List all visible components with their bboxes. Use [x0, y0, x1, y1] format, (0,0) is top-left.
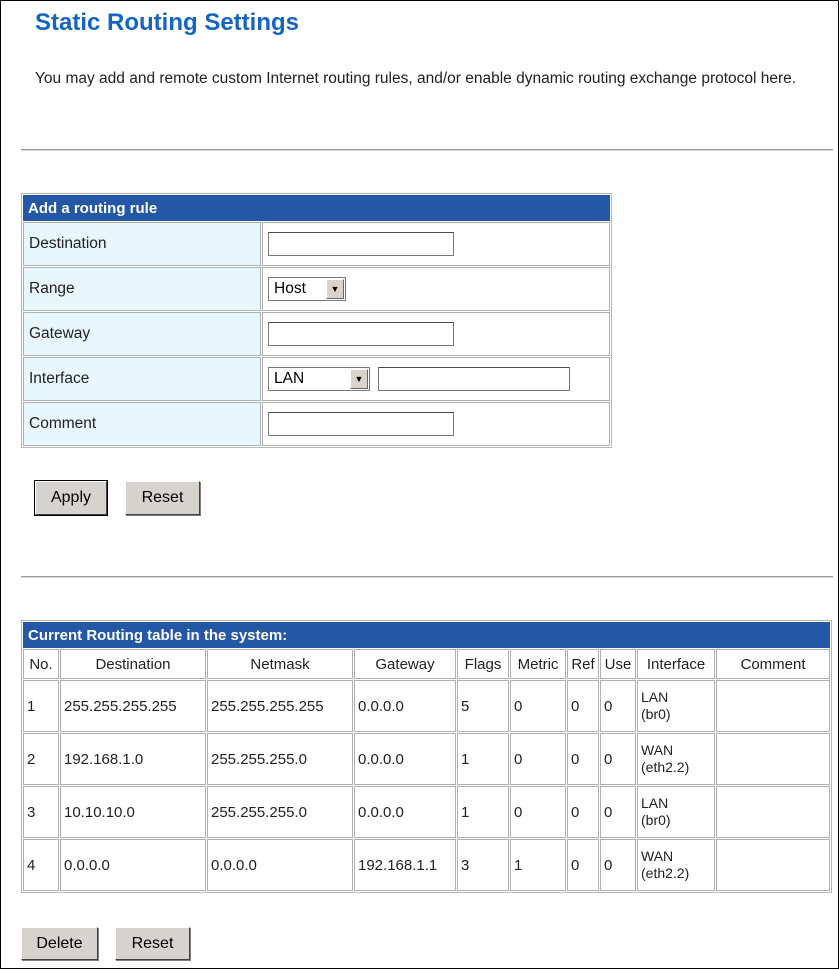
chevron-down-icon[interactable]: ▼ [326, 279, 344, 299]
cell-no: 4 [23, 839, 59, 891]
iface-name: LAN [641, 795, 669, 811]
cell-interface [637, 733, 715, 785]
cell-no: 2 [23, 733, 59, 785]
interface-select-value: LAN [274, 370, 305, 387]
cell-interface [637, 839, 715, 891]
cell-ref: 0 [567, 680, 599, 732]
cell-use: 0 [600, 680, 636, 732]
reset-table-button[interactable]: Reset [115, 927, 190, 960]
cell-gateway: 0.0.0.0 [354, 733, 456, 785]
cell-destination: 0.0.0.0 [60, 839, 206, 891]
cell-destination: 192.168.1.0 [60, 733, 206, 785]
delete-button[interactable]: Delete [21, 927, 98, 960]
add-routing-rule-table [21, 193, 612, 448]
destination-input[interactable] [268, 232, 454, 256]
cell-use: 0 [600, 786, 636, 838]
cell-netmask: 255.255.255.0 [207, 733, 353, 785]
cell-metric: 1 [510, 839, 566, 891]
table-row [23, 786, 830, 838]
routing-table [21, 620, 832, 893]
col-use: Use [600, 649, 636, 679]
destination-label: Destination [23, 222, 261, 266]
cell-destination: 255.255.255.255 [60, 680, 206, 732]
cell-metric: 0 [510, 680, 566, 732]
cell-gateway: 192.168.1.1 [354, 839, 456, 891]
table-row [23, 839, 830, 891]
cell-interface [637, 680, 715, 732]
cell-use: 0 [600, 733, 636, 785]
cell-interface [637, 786, 715, 838]
interface-label: Interface [23, 357, 261, 401]
col-metric: Metric [510, 649, 566, 679]
chevron-down-icon[interactable]: ▼ [350, 369, 368, 389]
cell-ref: 0 [567, 786, 599, 838]
comment-input[interactable] [268, 412, 454, 436]
col-comment: Comment [716, 649, 830, 679]
cell-ref: 0 [567, 733, 599, 785]
page-title: Static Routing Settings [35, 9, 299, 36]
col-netmask: Netmask [207, 649, 353, 679]
cell-netmask: 255.255.255.255 [207, 680, 353, 732]
table-row [23, 733, 830, 785]
iface-name: LAN [641, 689, 669, 705]
iface-name: WAN [641, 848, 674, 864]
col-ref: Ref [567, 649, 599, 679]
iface-name: WAN [641, 742, 674, 758]
cell-destination: 10.10.10.0 [60, 786, 206, 838]
cell-comment [716, 786, 830, 838]
col-gateway: Gateway [354, 649, 456, 679]
gateway-label: Gateway [23, 312, 261, 356]
range-select-value: Host [274, 280, 306, 297]
cell-flags: 1 [457, 786, 509, 838]
cell-gateway: 0.0.0.0 [354, 680, 456, 732]
iface-dev: (eth2.2) [641, 865, 690, 881]
interface-custom-input[interactable] [378, 367, 570, 391]
interface-select[interactable] [268, 367, 370, 391]
reset-rule-button[interactable]: Reset [125, 481, 200, 515]
cell-no: 3 [23, 786, 59, 838]
iface-dev: (eth2.2) [641, 759, 690, 775]
divider [21, 576, 833, 578]
cell-flags: 5 [457, 680, 509, 732]
cell-flags: 1 [457, 733, 509, 785]
cell-metric: 0 [510, 786, 566, 838]
cell-comment [716, 839, 830, 891]
add-rule-header: Add a routing rule [23, 195, 610, 221]
range-select[interactable] [268, 277, 346, 301]
cell-no: 1 [23, 680, 59, 732]
cell-gateway: 0.0.0.0 [354, 786, 456, 838]
range-label: Range [23, 267, 261, 311]
cell-ref: 0 [567, 839, 599, 891]
iface-dev: (br0) [641, 812, 671, 828]
col-destination: Destination [60, 649, 206, 679]
cell-use: 0 [600, 839, 636, 891]
gateway-input[interactable] [268, 322, 454, 346]
col-interface: Interface [637, 649, 715, 679]
iface-dev: (br0) [641, 706, 671, 722]
comment-label: Comment [23, 402, 261, 446]
routing-table-header: Current Routing table in the system: [23, 622, 830, 648]
divider [21, 149, 833, 151]
cell-comment [716, 680, 830, 732]
table-row [23, 680, 830, 732]
cell-netmask: 0.0.0.0 [207, 839, 353, 891]
cell-metric: 0 [510, 733, 566, 785]
cell-flags: 3 [457, 839, 509, 891]
col-no: No. [23, 649, 59, 679]
page-intro: You may add and remote custom Internet routing rules, and/or enable dynamic routing exchange protocol here. [35, 70, 797, 87]
cell-netmask: 255.255.255.0 [207, 786, 353, 838]
col-flags: Flags [457, 649, 509, 679]
cell-comment [716, 733, 830, 785]
apply-button[interactable]: Apply [35, 481, 107, 515]
